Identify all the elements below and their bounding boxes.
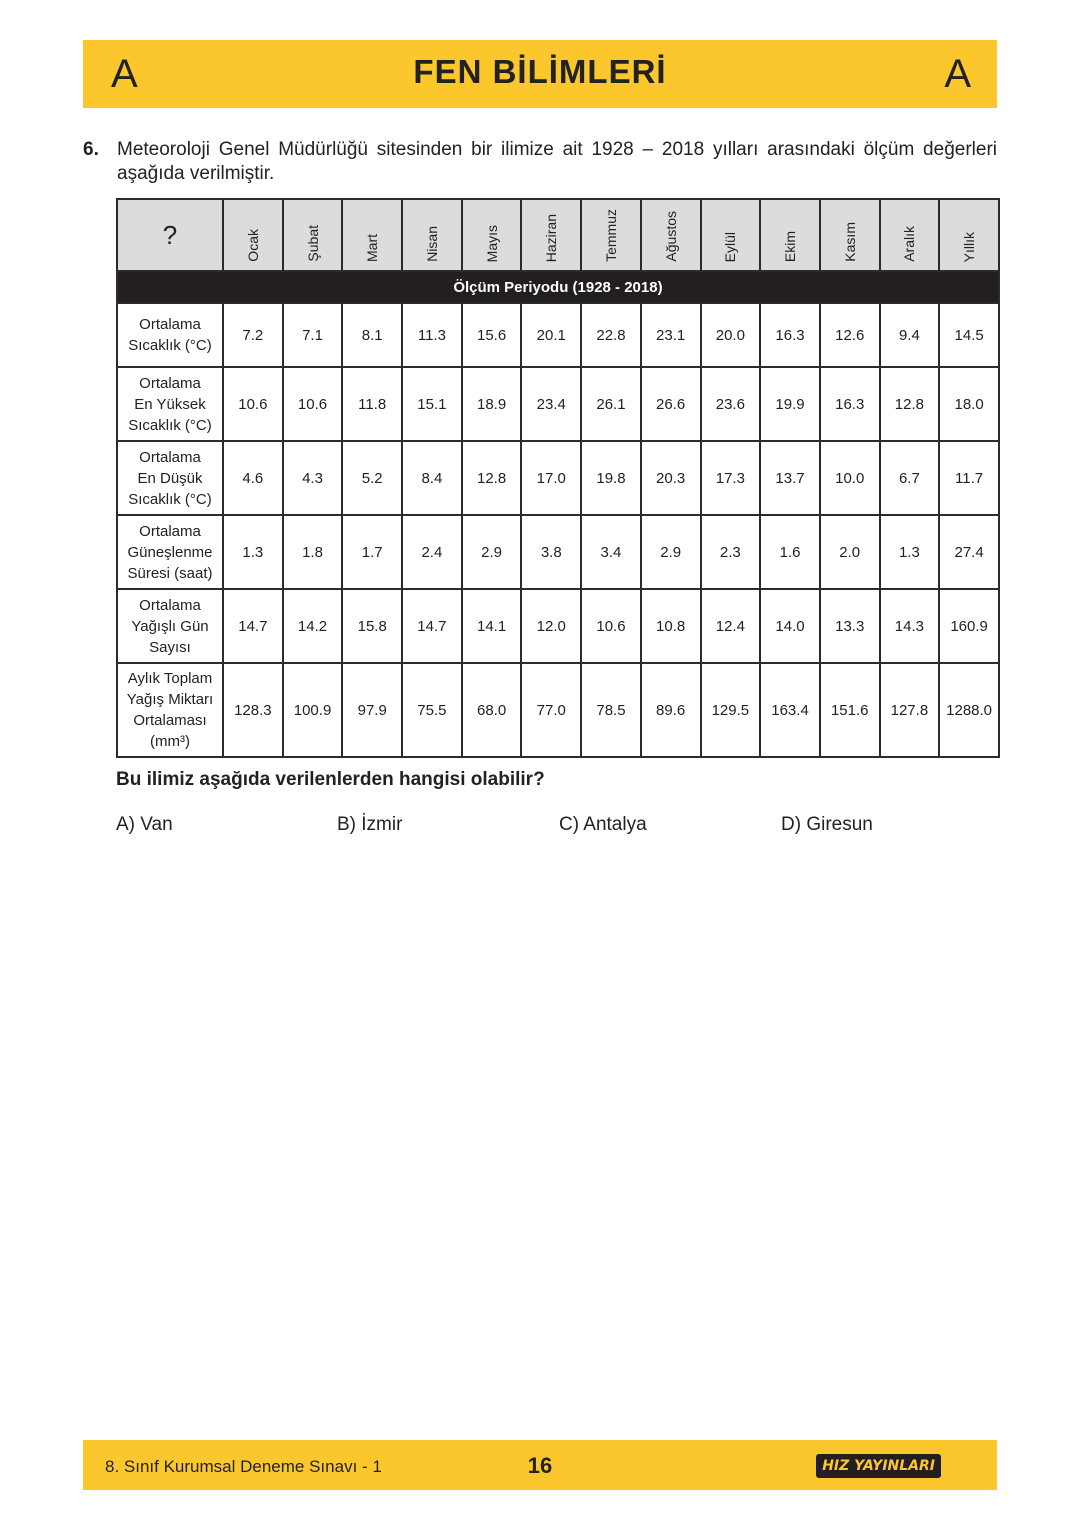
- value-cell: 75.5: [402, 663, 462, 757]
- value-cell: 19.8: [581, 441, 641, 515]
- month-header: [462, 199, 522, 271]
- row-label-line: Ortalama: [139, 316, 201, 333]
- month-header: [641, 199, 701, 271]
- value-cell: 160.9: [939, 589, 999, 663]
- value-cell: 129.5: [701, 663, 761, 757]
- row-label-line: Ortalama: [139, 448, 201, 466]
- value-cell: 19.9: [760, 367, 820, 441]
- value-cell: 12.8: [880, 367, 940, 441]
- month-header: [342, 199, 402, 271]
- value-cell: 128.3: [223, 663, 283, 757]
- value-cell: 14.5: [939, 303, 999, 367]
- value-cell: 27.4: [939, 515, 999, 589]
- row-label-line: En Düşük: [137, 469, 203, 487]
- table-row: [117, 367, 999, 441]
- value-cell: 7.2: [223, 303, 283, 367]
- row-label-line: Yağış Miktarı: [126, 691, 214, 708]
- value-cell: 4.3: [283, 441, 343, 515]
- month-header: [701, 199, 761, 271]
- value-cell: 14.2: [283, 589, 343, 663]
- value-cell: 23.6: [701, 367, 761, 441]
- value-cell: 6.7: [880, 441, 940, 515]
- value-cell: 12.6: [820, 303, 880, 367]
- month-header: [402, 199, 462, 271]
- row-label: [117, 663, 223, 757]
- value-cell: 22.8: [581, 303, 641, 367]
- question-text: Meteoroloji Genel Müdürlüğü sitesinden bir ilimize ait 1928 – 2018 yılları arasındaki ölçüm değerleri aşağıda verilmiştir.: [117, 139, 997, 184]
- row-label: [117, 515, 223, 589]
- row-label: [117, 589, 223, 663]
- value-cell: 100.9: [283, 663, 343, 757]
- row-label: [117, 367, 223, 441]
- value-cell: 8.4: [402, 441, 462, 515]
- value-cell: 10.6: [283, 367, 343, 441]
- value-cell: 127.8: [880, 663, 940, 757]
- row-label-line: (mm³): [150, 733, 190, 750]
- value-cell: 2.9: [462, 515, 522, 589]
- value-cell: 11.8: [342, 367, 402, 441]
- month-header: [283, 199, 343, 271]
- value-cell: 2.9: [641, 515, 701, 589]
- month-label: Aralık: [901, 226, 918, 262]
- month-header: [820, 199, 880, 271]
- value-cell: 10.0: [820, 441, 880, 515]
- month-label: Yıllık: [961, 231, 978, 262]
- value-cell: 1.7: [342, 515, 402, 589]
- row-label-line: En Yüksek: [134, 395, 206, 413]
- month-label: Ocak: [244, 229, 261, 262]
- value-cell: 18.0: [939, 367, 999, 441]
- table-row: [117, 515, 999, 589]
- month-header: [760, 199, 820, 271]
- table-row: [117, 441, 999, 515]
- value-cell: 8.1: [342, 303, 402, 367]
- value-cell: 12.8: [462, 441, 522, 515]
- value-cell: 1.8: [283, 515, 343, 589]
- page-header: [83, 40, 997, 108]
- month-header: [223, 199, 283, 271]
- value-cell: 77.0: [521, 663, 581, 757]
- exam-name: 8. Sınıf Kurumsal Deneme Sınavı - 1: [105, 1457, 382, 1476]
- month-header: [939, 199, 999, 271]
- row-label-line: Aylık Toplam: [127, 670, 213, 687]
- table-row: [117, 663, 999, 757]
- value-cell: 16.3: [760, 303, 820, 367]
- value-cell: 20.3: [641, 441, 701, 515]
- value-cell: 78.5: [581, 663, 641, 757]
- value-cell: 16.3: [820, 367, 880, 441]
- month-label: Şubat: [304, 225, 321, 262]
- value-cell: 15.1: [402, 367, 462, 441]
- value-cell: 23.4: [521, 367, 581, 441]
- value-cell: 11.3: [402, 303, 462, 367]
- value-cell: 1.6: [760, 515, 820, 589]
- value-cell: 3.4: [581, 515, 641, 589]
- subject-title: FEN BİLİMLERİ: [413, 53, 667, 90]
- question-block: [83, 138, 997, 186]
- value-cell: 2.0: [820, 515, 880, 589]
- value-cell: 5.2: [342, 441, 402, 515]
- booklet-letter-left: A: [111, 52, 138, 96]
- booklet-letter-right: A: [944, 52, 971, 96]
- option-d[interactable]: D) Giresun: [781, 814, 873, 835]
- option-c[interactable]: C) Antalya: [559, 814, 647, 835]
- row-label: [117, 303, 223, 367]
- period-banner: Ölçüm Periyodu (1928 - 2018): [117, 271, 999, 303]
- value-cell: 15.8: [342, 589, 402, 663]
- month-label: Nisan: [423, 226, 440, 262]
- climate-table: [116, 198, 1000, 758]
- value-cell: 14.3: [880, 589, 940, 663]
- value-cell: 14.0: [760, 589, 820, 663]
- value-cell: 15.6: [462, 303, 522, 367]
- row-label-line: Ortalaması: [133, 712, 207, 729]
- value-cell: 97.9: [342, 663, 402, 757]
- month-label: Temmuz: [602, 209, 619, 262]
- value-cell: 14.7: [223, 589, 283, 663]
- row-label-line: Yağışlı Gün: [131, 617, 209, 635]
- row-label-line: Sıcaklık (°C): [128, 337, 212, 354]
- option-b[interactable]: B) İzmir: [337, 814, 403, 835]
- value-cell: 4.6: [223, 441, 283, 515]
- value-cell: 13.3: [820, 589, 880, 663]
- value-cell: 18.9: [462, 367, 522, 441]
- row-label: [117, 441, 223, 515]
- table-row: [117, 303, 999, 367]
- value-cell: 11.7: [939, 441, 999, 515]
- value-cell: 1.3: [223, 515, 283, 589]
- row-label-line: Süresi (saat): [127, 564, 213, 582]
- page-footer: [83, 1440, 997, 1490]
- value-cell: 20.1: [521, 303, 581, 367]
- value-cell: 12.4: [701, 589, 761, 663]
- table-row: [117, 589, 999, 663]
- value-cell: 10.8: [641, 589, 701, 663]
- value-cell: 151.6: [820, 663, 880, 757]
- value-cell: 89.6: [641, 663, 701, 757]
- value-cell: 26.1: [581, 367, 641, 441]
- month-label: Kasım: [841, 222, 858, 262]
- value-cell: 10.6: [223, 367, 283, 441]
- value-cell: 12.0: [521, 589, 581, 663]
- page-number: 16: [527, 1453, 553, 1478]
- month-header: [581, 199, 641, 271]
- month-label: Mart: [364, 234, 381, 262]
- question-prompt: Bu ilimiz aşağıda verilenlerden hangisi olabilir?: [116, 769, 545, 790]
- publisher-logo: HIZ YAYINLARI: [816, 1454, 941, 1478]
- month-header: [880, 199, 940, 271]
- month-label: Eylül: [722, 231, 739, 262]
- value-cell: 23.1: [641, 303, 701, 367]
- value-cell: 20.0: [701, 303, 761, 367]
- value-cell: 17.3: [701, 441, 761, 515]
- value-cell: 2.4: [402, 515, 462, 589]
- value-cell: 2.3: [701, 515, 761, 589]
- row-label-line: Sıcaklık (°C): [128, 416, 212, 434]
- row-label-line: Ortalama: [139, 596, 201, 614]
- month-label: Ağustos: [662, 211, 679, 262]
- month-label: Ekim: [782, 230, 799, 262]
- value-cell: 14.1: [462, 589, 522, 663]
- month-header: [521, 199, 581, 271]
- row-label-line: Sayısı: [149, 638, 191, 656]
- option-a[interactable]: A) Van: [116, 814, 173, 835]
- month-label: Haziran: [543, 213, 560, 262]
- row-label-line: Sıcaklık (°C): [128, 490, 212, 508]
- row-label-line: Ortalama: [139, 374, 201, 392]
- value-cell: 163.4: [760, 663, 820, 757]
- value-cell: 26.6: [641, 367, 701, 441]
- value-cell: 3.8: [521, 515, 581, 589]
- value-cell: 17.0: [521, 441, 581, 515]
- value-cell: 7.1: [283, 303, 343, 367]
- month-label: Mayıs: [483, 224, 500, 262]
- row-label-line: Güneşlenme: [127, 543, 213, 561]
- corner-cell: ?: [117, 199, 223, 271]
- row-label-line: Ortalama: [139, 522, 201, 540]
- value-cell: 14.7: [402, 589, 462, 663]
- value-cell: 1288.0: [939, 663, 999, 757]
- value-cell: 13.7: [760, 441, 820, 515]
- value-cell: 10.6: [581, 589, 641, 663]
- value-cell: 68.0: [462, 663, 522, 757]
- question-number: 6.: [83, 139, 99, 160]
- value-cell: 1.3: [880, 515, 940, 589]
- value-cell: 9.4: [880, 303, 940, 367]
